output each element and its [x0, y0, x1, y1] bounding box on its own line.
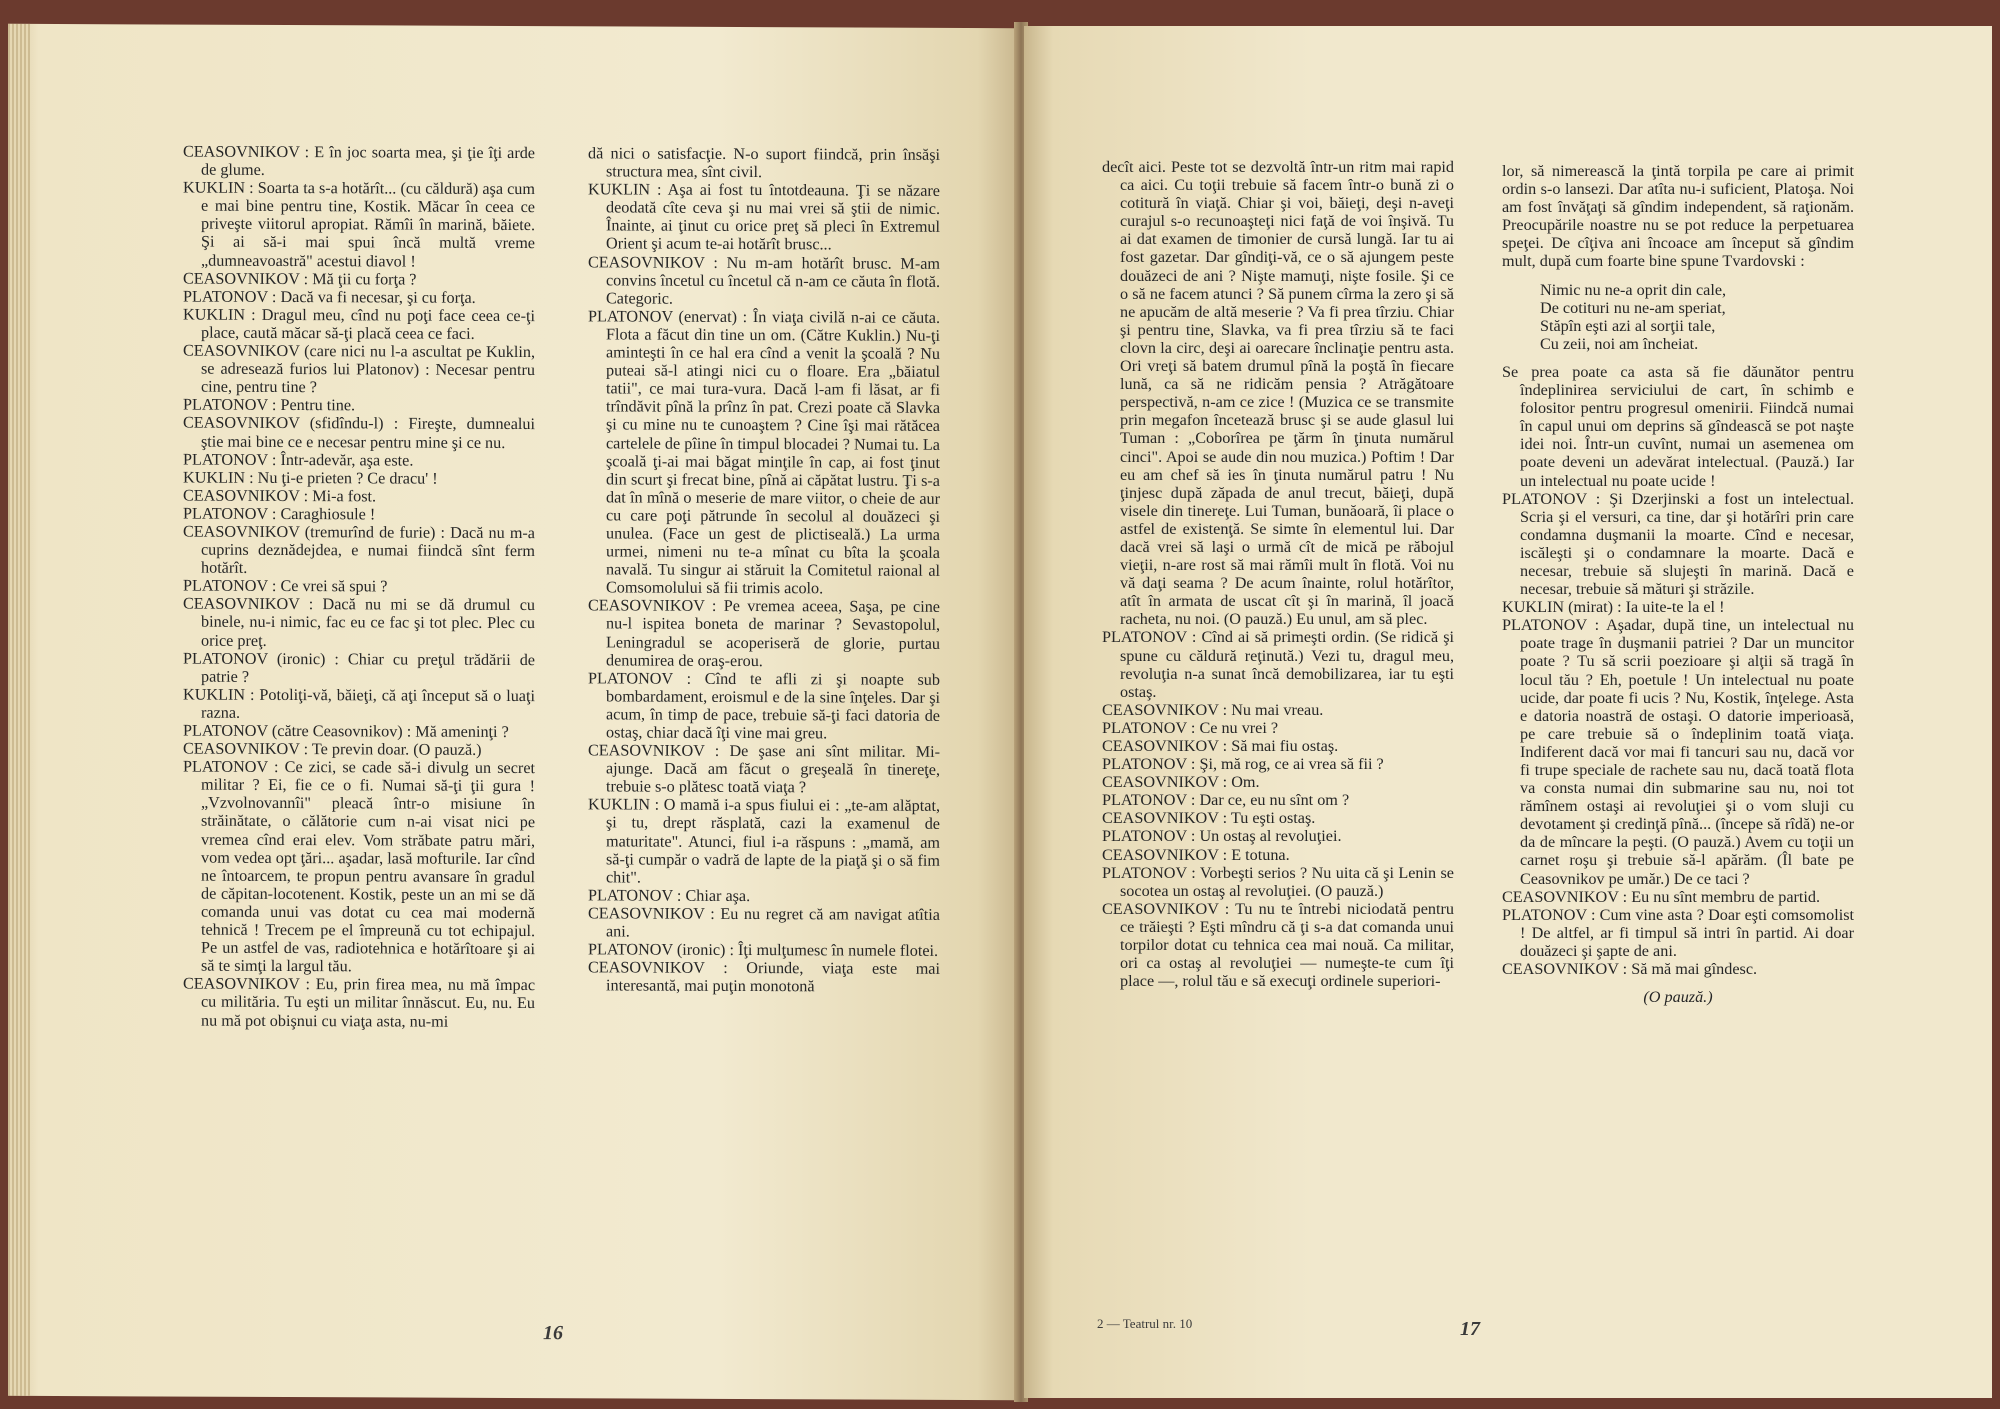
dialogue-line: CEASOVNIKOV : Te previn doar. (O pauză.): [183, 739, 482, 759]
text-column-3: [1102, 158, 1454, 990]
dialogue-line: CEASOVNIKOV : Oriunde, viaţa este mai interesantă, mai puţin monotonă: [588, 958, 940, 996]
dialogue-line: CEASOVNIKOV : Să mă mai gîndesc.: [1502, 960, 1758, 979]
left-page: [8, 24, 1018, 1400]
dialogue-line: CEASOVNIKOV : Pe vremea aceea, Saşa, pe cine nu-l ispitea boneta de marinar ? Sevastopolul, Leningradul se acoperiseră de glorie, purtau denumirea de oraş-erou.: [588, 596, 940, 670]
verse-block: [1502, 281, 1854, 353]
right-page: [1024, 26, 1992, 1398]
verse-line: Cu zeii, noi am încheiat.: [1540, 334, 1699, 353]
verse-line: De cotituri nu ne-am sperіat,: [1540, 298, 1726, 317]
page-number-left: 16: [543, 1322, 563, 1345]
dialogue-line: dă nici o satisfacţie. N-o suport fiindcă, prin însăşi structura mea, sînt civil.: [588, 144, 940, 182]
dialogue-line: CEASOVNIKOV (sfidîndu-l) : Fireşte, dumnealui ştie mai bine ce e necesar pentru mine şi ce nu.: [183, 413, 535, 452]
dialogue-line: PLATONOV : Ce vrei să spui ?: [183, 576, 388, 596]
dialogue-line: PLATONOV : Într-adevăr, aşa este.: [183, 450, 414, 470]
dialogue-line: PLATONOV : Şi Dzerjinski a fost un intelectual. Scria şi el versuri, ca tine, dar şi hotărîri prin care condamna duşmanii la moarte. Cînd e necesar, iscăleşti şi o condamnare la moarte. Dacă e necesar, trebuie să slujeşti în marină. Dacă e necesar, trebuie să mături şi străzile.: [1502, 489, 1854, 599]
dialogue-line: CEASOVNIKOV (tremurînd de furie) : Dacă nu m-a cuprins deznădejdea, e numai fiindcă sînt ferm hotărît.: [183, 522, 535, 577]
dialogue-line: PLATONOV : Ce zici, se cade să-i divulg un secret militar ? Ei, fie ce o fi. Numai să-ţi ţii gura ! „Vzvolnovannîi" pleacă într-o misiune în străinătate, o călătorie cum n-ai visat nici pe vremea cînd erai elev. Vom străbate patru mări, vom vedea opt ţări... aşadar, lasă mofturile. Iar cînd ne întoarcem, te propun pentru avansare în gradul de căpitan-locotenent. Kostik, peste un an mi se dă comanda unui vas dotat cu cea mai modernă tehnică ! Trecem pe el împreună cu tot echipajul. Pe un astfel de vas, radiotehnica e hotărîtoare şi ai să te simţi la largul tău.: [183, 757, 535, 976]
dialogue-line: PLATONOV : Pentru tine.: [183, 395, 356, 415]
dialogue-line: decît aici. Peste tot se dezvoltă într-un ritm mai rapid ca aici. Cu toţii trebuie să facem într-o bună zi o cotitură în viaţă. Chiar şi voi, băieţi, deşi n-aveţi curajul s-o recunoaşteţi nici faţă de voi înşivă. Tu ai dat examen de timonier de cursă lungă. Iar tu ai fost gazetar. Dar gîndiţi-vă, ce o să ajungem peste douăzeci de ani ? Nişte mamuţi, nişte fosile. Şi ce o să ne facem atunci ? Să punem cîrma la zero şi să ne apucăm de altă meserie ? Va fi prea tîrziu. Chiar şi pentru tine, Slavka, va fi prea tîrziu să te faci clovn la circ, deşi ai oarecare înclinaţie pentru asta. Ori vreţi să batem drumul pînă la poştă în fiecare lună, ca să ne ridicăm pensia ? Atrăgătoare perspectivă, n-am ce zice ! (Muzica ce se transmite prin megafon încetează brusc şi se aude glasul lui Tuman : „Coborîrea pe ţărm în ţinuta numărul cinci". Apoi se aude din nou muzica.) Poftim ! Dar eu am chef să ies în ţinuta numărul patru ! Nu ţinjesc după zăpada de anul trecut, băieţi, după visele din tinereţe. Lui Tuman, bunăoară, îi place o astfel de existenţă. Se simte în elementul lui. Dar dacă vrei să laşi o urmă cît de mică pe răbojul vieţii, n-are rost să mai rămîi mult în flotă. Voi nu vă daţi seama ? De acum înainte, rolul hotărîtor, atît în armata de uscat cît şi în marină, îl joacă racheta, nu noi. (O pauză.) Eu unul, am să plec.: [1102, 158, 1454, 629]
page-number-right: 17: [1460, 1318, 1480, 1340]
page-signature: 2 — Teatrul nr. 10: [1097, 1316, 1193, 1331]
dialogue-line: PLATONOV (ironic) : Îţi mulţumesc în numele flotei.: [588, 940, 939, 960]
dialogue-line: CEASOVNIKOV : E totuna.: [1102, 845, 1290, 864]
dialogue-line: KUKLIN : Dragul meu, cînd nu poţi face ceea ce-ţi place, caută măcar să-ţi placă ceea ce faci.: [183, 305, 535, 343]
dialogue-line: KUKLIN : Aşa ai fost tu întotdeauna. Ţi se năzare deodată cîte ceva şi nu mai vrei să ştii de nimic. Înainte, ai ţinut cu orice preţ să pleci în Extremul Orient şi acum te-ai hotărît brusc...: [588, 180, 940, 254]
dialogue-line: PLATONOV : Un ostaş al revoluţiei.: [1102, 827, 1342, 846]
dialogue-line: CEASOVNIKOV : Tu eşti ostaş.: [1102, 809, 1316, 828]
dialogue-line: CEASOVNIKOV : Nu m-am hotărît brusc. M-am convins încetul cu încetul că n-am ce căuta în flotă. Categoric.: [588, 252, 940, 308]
dialogue-line: CEASOVNIKOV : Eu nu regret că am navigat atîtia ani.: [588, 904, 940, 941]
dialogue-line: PLATONOV (ironic) : Chiar cu preţul trădării de patrie ?: [183, 649, 535, 686]
dialogue-line: Se prea poate ca asta să fie dăunător pentru îndeplinirea serviciului de cart, în schimb e folositor pentru progresul omenirii. Fiindcă numai în capul unui om deprins să gîndească se pot naşte idei noi. Într-un cuvînt, numai un asemenea om poate deveni un adevărat intelectual. (Pauză.) Iar un intelectual nu poate ucide !: [1502, 362, 1854, 490]
dialogue-line: PLATONOV : Aşadar, după tine, un intelectual nu poate trage în duşmanii patriei ? Dar un muncitor poate ? Tu să scrii poezioare şi alţii să tragă în locul tău ? Eh, poetule ! Un intelectual nu poate ucide, dar poate fi ucis ? Nu, Kostik, înţelege. Asta e datoria noastră de ostaşi. O datorie imperioasă, pe care trebuie să o îndeplinim toată viaţa. Indiferent dacă vor mai fi tancuri sau nu, dacă vor fi trupe speciale de rachete sau nu, dacă toată flota va consta numai din submarine sau nu, noi tot rămînem ostaşi ai revoluţiei şi o vom sluji cu devotament şi credinţă pînă... (începe să rîdă) ne-or da de mîncare la peşti. (O pauză.) Avem cu toţii un carnet roşu şi trebuie să-l apărăm. (Îl bate pe Ceasovnikov pe umăr.) De ce taci ?: [1502, 616, 1854, 888]
closing-stage-direction: (O pauză.): [1643, 988, 1713, 1007]
dialogue-line: PLATONOV : Ce nu vrei ?: [1102, 718, 1279, 737]
dialogue-line: CEASOVNIKOV : Mă ţii cu forţa ?: [183, 269, 417, 289]
dialogue-line: KUKLIN (mirat) : Ia uite-te la el !: [1502, 598, 1725, 617]
dialogue-line: CEASOVNIKOV : Mi-a fost.: [183, 486, 377, 506]
dialogue-line: PLATONOV : Dar ce, eu nu sînt om ?: [1102, 791, 1350, 810]
paragraph: lor, să nimerească la ţintă torpila pe care ai primit ordin s-o lansezi. Dar atîta nu-i suficient, Platoşa. Noi am fost învăţaţi să gîndim independent, să raţionăm. Preocupările noastre nu se pot reduce la perpetuarea speţei. De cîţiva ani încoace am început să gîndim mult, după cum foarte bine spune Tvardovski :: [1502, 162, 1854, 271]
page-edge: [8, 24, 30, 1396]
text-column-2: [588, 144, 940, 996]
dialogue-line: CEASOVNIKOV : Nu mai vreau.: [1102, 700, 1324, 719]
dialogue-line: PLATONOV : Cum vine asta ? Doar eşti comsomolist ! De altfel, ar fi timpul să intri în partid. Ai doar douăzeci şi şapte de ani.: [1502, 905, 1854, 960]
verse-line: Stăpîn eşti azi al sorţii tale,: [1540, 316, 1716, 335]
dialogue-line: CEASOVNIKOV : Să mai fiu ostaş.: [1102, 737, 1339, 755]
dialogue-line: KUKLIN : Soarta ta s-a hotărît... (cu căldură) aşa cum e mai bine pentru tine, Kostik. Măcar în ceea ce priveşte viitorul apropiat. Rămîi în marină, băiete. Şi ai să-i mai spui încă multă vreme „dumneavoastră" acestui diavol !: [183, 178, 535, 271]
dialogue-line: KUKLIN : O mamă i-a spus fiului ei : „te-am alăptat, şi tu, drept răsplată, cazi la examenul de maturitate". Atunci, fiul i-a răspuns : „mamă, am să-ţi cumpăr o vadră de lapte de la piaţă şi o să fim chit".: [588, 795, 940, 887]
verse-line: Nimic nu ne-a oprit din cale,: [1540, 280, 1727, 299]
dialogue-line: CEASOVNIKOV : De şase ani sînt militar. Mi-ajunge. Dacă am făcut o greşeală în tinereţe, trebuie s-o plătesc toată viaţa ?: [588, 741, 940, 797]
dialogue-line: PLATONOV : Cînd te afli zi şi noapte sub bombardament, eroismul e de la sine înţeles. Dar şi acum, în timp de pace, trebuie să-ţi faci datoria de ostaş, chiar dacă îţi vine mai greu.: [588, 669, 940, 743]
dialogue-line: PLATONOV : Cînd ai să primeşti ordin. (Se ridică şi spune cu căldură reţinută.) Vezi tu, dragul meu, revoluţia n-a sunat încă demobilizarea, iar tu eşti ostaş.: [1102, 628, 1454, 701]
text-column-4: [1502, 162, 1854, 1006]
dialogue-line: PLATONOV (enervat) : În viaţa civilă n-ai ce căuta. Flota a făcut din tine un om. (Către Kuklin.) Nu-ţi aminteşti în ce hal era cînd a venit la şcoală ? Nu puteai să-l atingi nici cu o floare. Era „băiatul tatii", ce mai tura-vura. Dacă l-am fi lăsat, ar fi trîndăvit pînă la prînz în pat. Crezi poate că Slavka şi cu mine nu te cunoaştem ? Cine îşi mai rătăcea cartelele de pîine în timpul blocadei ? Numai tu. La şcoală ţi-ai mai băgat minţile în cap, ai fost ţinut din scurt şi frecat bine, pînă ai căpătat lustru. Ţi s-a dat în mînă o meserie de mare viitor, o cheie de aur cu care poţi pătrunde în secolul al douăzeci şi unulea. (Face un gest de plictiseală.) La urma urmei, nimeni nu te-a mînat cu bîta la şcoala navală. Tu singur ai stăruit la Comitetul raional al Comsomolului să fii trimis acolo.: [588, 307, 940, 598]
dialogue-line: KUKLIN : Potoliţi-vă, băieţi, că aţi început să o luaţi razna.: [183, 685, 535, 722]
dialogue-line: CEASOVNIKOV : Eu, prin firea mea, nu mă împac cu milităria. Tu eşti un militar înnăscut. Eu, nu. Eu nu mă pot obişnui cu viaţa asta, nu-mi: [183, 974, 535, 1031]
dialogue-line: CEASOVNIKOV : Eu nu sînt membru de partid.: [1502, 887, 1821, 906]
text-column-1: [183, 143, 535, 1031]
dialogue-line: CEASOVNIKOV (care nici nu l-a ascultat pe Kuklin, se adresează furios lui Platonov) : Necesar pentru cine, pentru tine ?: [183, 341, 535, 397]
dialogue-line: CEASOVNIKOV : Dacă nu mi se dă drumul cu binele, nu-i nimic, fac eu ce fac şi tot plec. Plec cu orice preţ.: [183, 594, 535, 650]
dialogue-line: PLATONOV : Dacă va fi necesar, şi cu forţa.: [183, 287, 476, 307]
dialogue-line: KUKLIN : Nu ţi-e prieten ? Ce dracu' !: [183, 468, 438, 488]
dialogue-line: CEASOVNIKOV : Tu nu te întrebi niciodată pentru ce trăieşti ? Eşti mîndru că ţi s-a dat comanda unui torpilor dotat cu tehnica cea mai nouă. Ca militar, ori ca ostaş al revoluţiei — numeşte-te cum îţi place —, rolul tău e să execuţi ordinele superiori-: [1102, 899, 1454, 991]
dialogue-line: PLATONOV : Caraghiosule !: [183, 504, 376, 524]
dialogue-line: PLATONOV (către Ceasovnikov) : Mă ameninţi ?: [183, 721, 509, 741]
dialogue-line: CEASOVNIKOV : Om.: [1102, 773, 1260, 792]
dialogue-line: PLATONOV : Chiar aşa.: [588, 886, 751, 905]
dialogue-line: PLATONOV : Şi, mă rog, ce ai vrea să fii ?: [1102, 755, 1384, 774]
dialogue-line: CEASOVNIKOV : E în joc soarta mea, şi ţie îţi arde de glume.: [183, 142, 535, 180]
dialogue-line: PLATONOV : Vorbeşti serios ? Nu uita că şi Lenin se socotea un ostaş al revoluţiei. (O pauză.): [1102, 863, 1454, 900]
